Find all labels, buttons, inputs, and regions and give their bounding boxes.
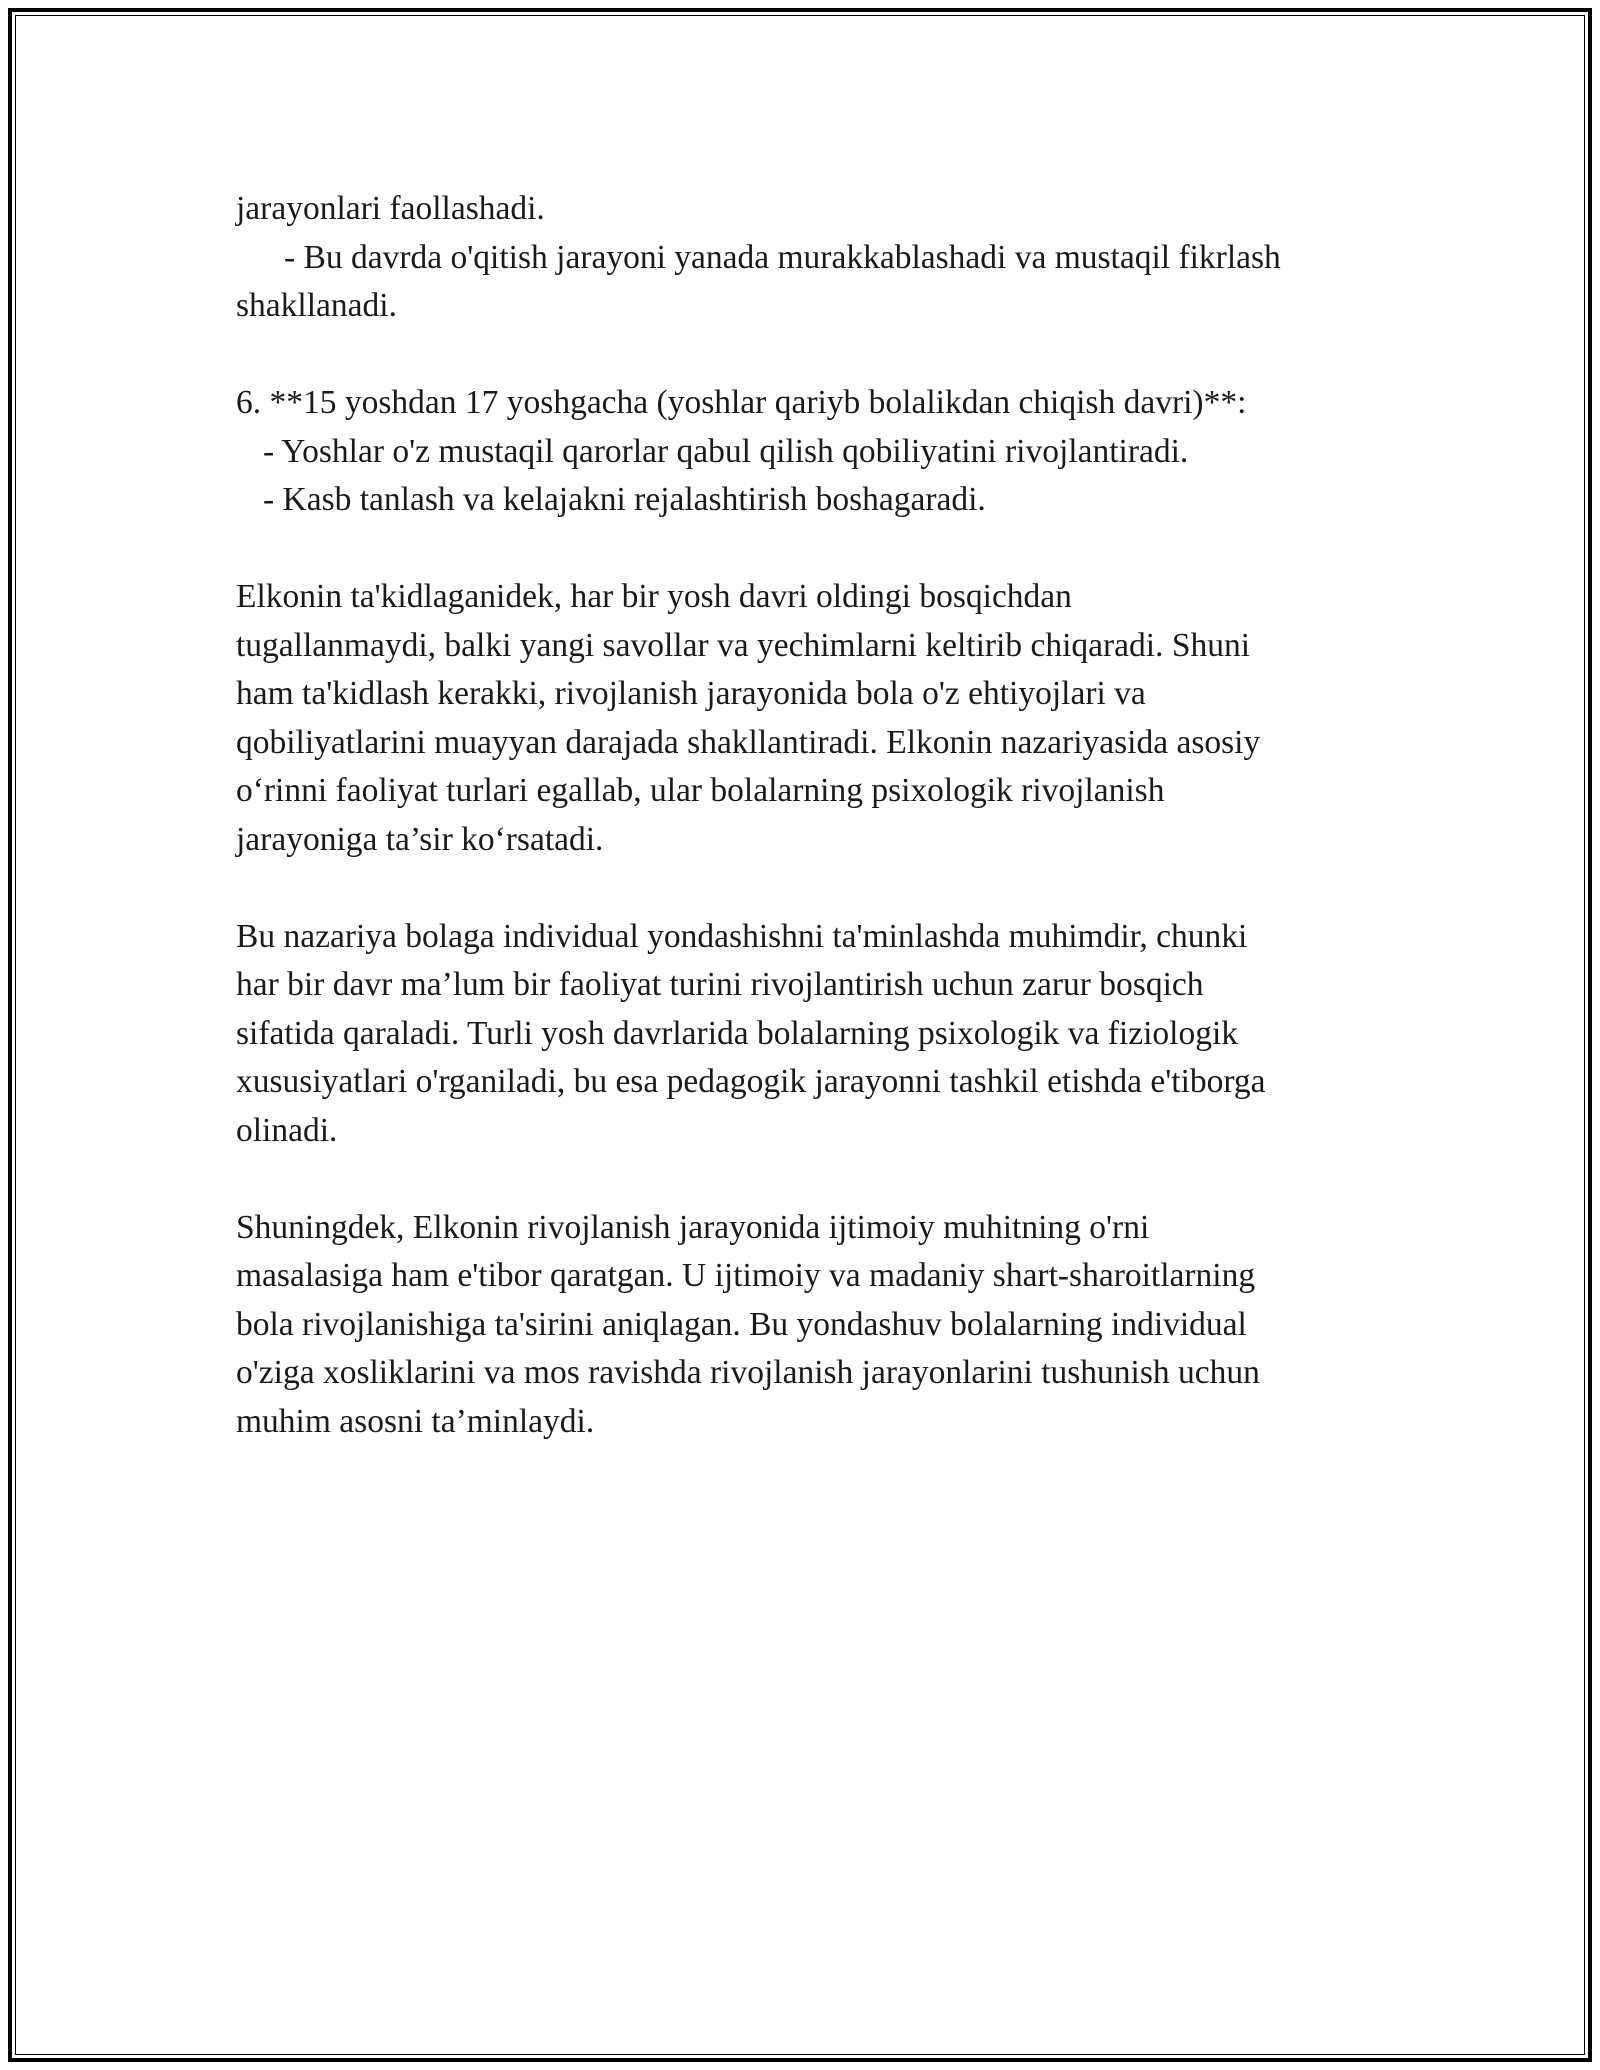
text-line: muhim asosni ta’minlaydi. [236,1402,595,1440]
paragraph-gap [236,1155,1376,1204]
continuation-block [236,185,1376,331]
age-stage-block [236,379,1376,525]
text-line: jarayonlari faollashadi. [236,190,545,227]
list-item: - Yoshlar o'z mustaqil qarorlar qabul qilish qobiliyatini rivojlantiradi. [263,432,1189,470]
paragraph-gap [236,864,1376,913]
text-line: tugallanmaydi, balki yangi savollar va yechimlarni keltirib chiqaradi. Shuni [236,626,1251,664]
text-line: olinadi. [236,1111,338,1149]
text-line: Elkonin ta'kidlaganidek, har bir yosh davri oldingi bosqichdan [236,578,1072,615]
text-line: Bu nazariya bolaga individual yondashishni ta'minlashda muhimdir, chunki [236,917,1248,955]
text-line: har bir davr ma’lum bir faoliyat turini rivojlantirish uchun zarur bosqich [236,966,1204,1003]
text-line: jarayoniga ta’sir ko‘rsatadi. [236,820,604,858]
list-item: - Kasb tanlash va kelajakni rejalashtirish boshagaradi. [263,481,986,518]
paragraph-social-environment [236,1204,1376,1447]
paragraph-gap [236,525,1376,574]
document-body [236,185,1376,1446]
paragraph-gap [236,331,1376,380]
text-line: ham ta'kidlash kerakki, rivojlanish jarayonida bola o'z ehtiyojlari va [236,675,1146,712]
text-line: o‘rinni faoliyat turlari egallab, ular bolalarning psixologik rivojlanish [236,772,1165,809]
paragraph-elkonin-stages [236,573,1376,864]
text-line: bola rivojlanishiga ta'sirini aniqlagan. Bu yondashuv bolalarning individual [236,1305,1247,1343]
paragraph-individual-approach [236,913,1376,1156]
text-line: masalasiga ham e'tibor qaratgan. U ijtimoiy va madaniy shart-sharoitlarning [236,1257,1256,1294]
list-item: - Bu davrda o'qitish jarayoni yanada murakkablashadi va mustaqil fikrlash [284,238,1281,276]
text-line: Shuningdek, Elkonin rivojlanish jarayonida ijtimoiy muhitning o'rni [236,1208,1150,1246]
section-heading: 6. **15 yoshdan 17 yoshgacha (yoshlar qariyb bolalikdan chiqish davri)**: [236,384,1247,421]
text-line: o'ziga xosliklarini va mos ravishda rivojlanish jarayonlarini tushunish uchun [236,1354,1260,1391]
text-line: xususiyatlari o'rganiladi, bu esa pedagogik jarayonni tashkil etishda e'tiborga [236,1063,1266,1100]
text-line: shakllanadi. [236,287,397,324]
text-line: sifatida qaraladi. Turli yosh davrlarida bolalarning psixologik va fiziologik [236,1014,1239,1052]
text-line: qobiliyatlarini muayyan darajada shakllantiradi. Elkonin nazariyasida asosiy [236,723,1261,761]
